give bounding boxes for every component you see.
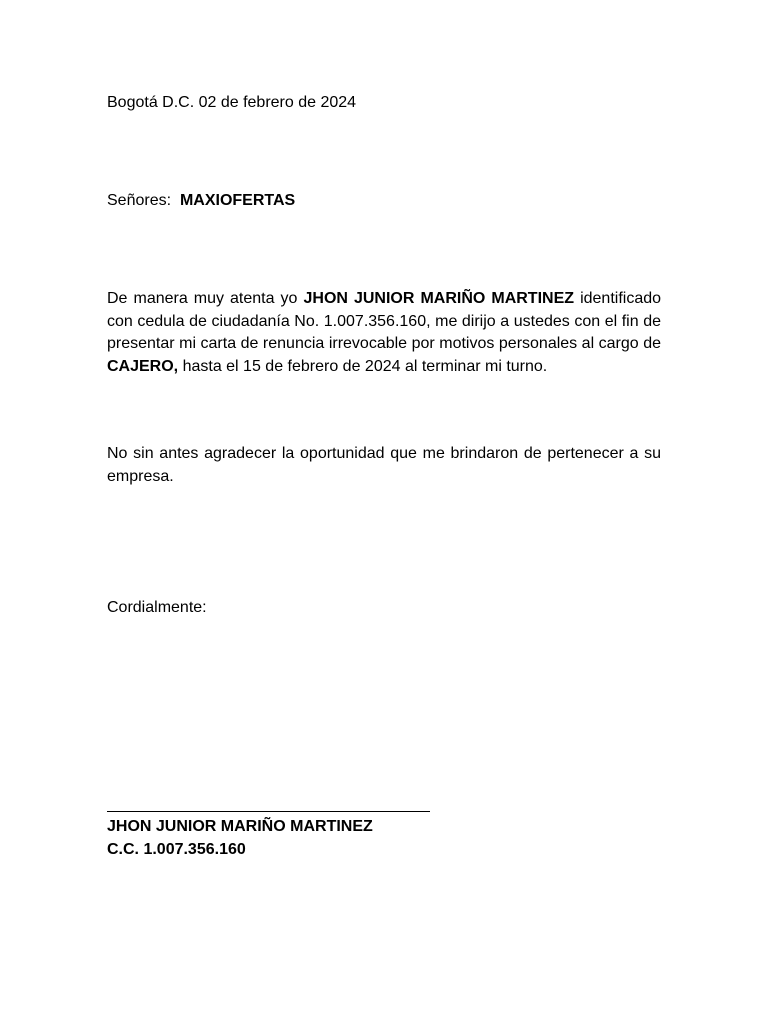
body-p1-author-name: JHON JUNIOR MARIÑO MARTINEZ xyxy=(303,290,575,307)
body-p1-position: CAJERO, xyxy=(107,357,179,375)
signature-id: C.C. 1.007.356.160 xyxy=(107,841,246,858)
recipient-label: Señores: xyxy=(107,192,172,209)
date-line: Bogotá D.C. 02 de febrero de 2024 xyxy=(107,94,357,111)
body-paragraph-1 xyxy=(107,288,661,378)
recipient-line xyxy=(107,190,295,213)
signature-name: JHON JUNIOR MARIÑO MARTINEZ xyxy=(107,818,373,835)
body-paragraph-2 xyxy=(107,443,661,488)
body-p1-text-2: identificado con cedula de ciudadanía No. 1.007.356.160, me dirijo a ustedes con el fin de presentar mi carta de renuncia irrevocable por motivos personales al cargo de xyxy=(107,290,662,352)
body-p1-text-1: De manera muy atenta yo xyxy=(107,290,304,307)
signature-line xyxy=(107,811,430,812)
body-p2-text: No sin antes agradecer la oportunidad que me brindaron de pertenecer a su empresa. xyxy=(107,445,661,485)
body-p1-text-3: hasta el 15 de febrero de 2024 al terminar mi turno. xyxy=(178,357,548,375)
recipient-name: MAXIOFERTAS xyxy=(179,192,296,209)
closing-line: Cordialmente: xyxy=(107,599,207,616)
